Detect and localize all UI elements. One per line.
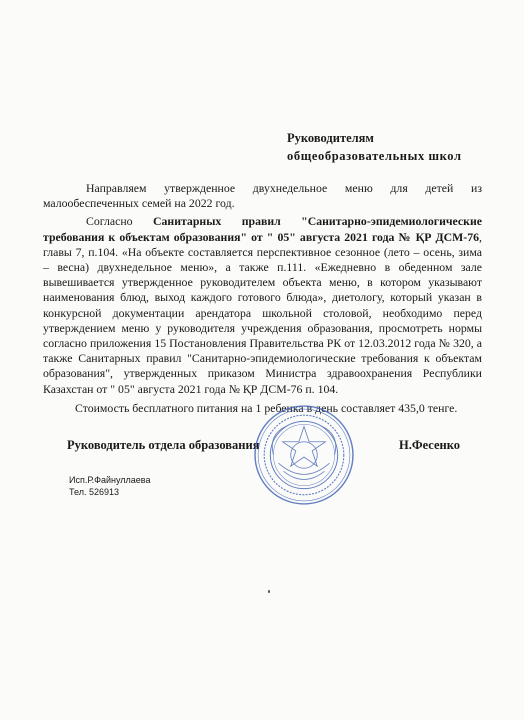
paragraph-lead: Согласно bbox=[86, 214, 153, 229]
executor-name: Исп.Р.Файнуллаева bbox=[69, 475, 151, 485]
letter-body bbox=[43, 181, 482, 420]
addressee-line-2: общеобразовательных школ bbox=[287, 149, 462, 163]
signatory-name: Н.Фесенко bbox=[399, 438, 461, 452]
paragraph-sanitary-rules bbox=[43, 214, 482, 396]
sanitary-rules-title: Санитарных правил "Санитарно-эпидемиологические требования к объектам образования" от " 05" августа 2021 года № ҚР ДСМ-76 bbox=[43, 214, 482, 244]
paragraph-menu-intro: Направляем утвержденное двухнедельное меню для детей из малообеспеченных семей на 2022 год. bbox=[43, 181, 482, 211]
addressee-block bbox=[287, 129, 462, 165]
paragraph-rest: , главы 7, п.104. «На объекте составляется перспективное сезонное (лето – осень, зима – весна) двухнедельное меню», а также п.111. «Ежедневно в обеденном зале вывешивается утвержденное руководителем объекта меню, в котором указывают наименования блюд, выход каждого готового блюда», диетологу, который указан в конкурсной документации арендатора школьной столовой, необходимо перед утверждением меню у руководителя учреждения образования, просмотреть нормы согласно приложения 15 Постановления Правительства РК от 12.03.2012 года № 320, а также Санитарных правил "Санитарно-эпидемиологические требования к объектам образования", утвержденных приказом Министра здравоохранения Республики Казахстан от " 05" августа 2021 года № ҚР ДСМ-76 п. 104. bbox=[43, 229, 482, 396]
executor-block bbox=[69, 474, 151, 498]
paper-speck bbox=[268, 590, 270, 593]
signatory-position: Руководитель отдела образования bbox=[67, 438, 260, 452]
executor-phone: Тел. 526913 bbox=[69, 487, 119, 497]
addressee-line-1: Руководителям bbox=[287, 131, 374, 145]
official-seal-icon bbox=[253, 404, 355, 506]
paragraph-meal-cost: Стоимость бесплатного питания на 1 ребенка в день составляет 435,0 тенге. bbox=[75, 400, 458, 415]
